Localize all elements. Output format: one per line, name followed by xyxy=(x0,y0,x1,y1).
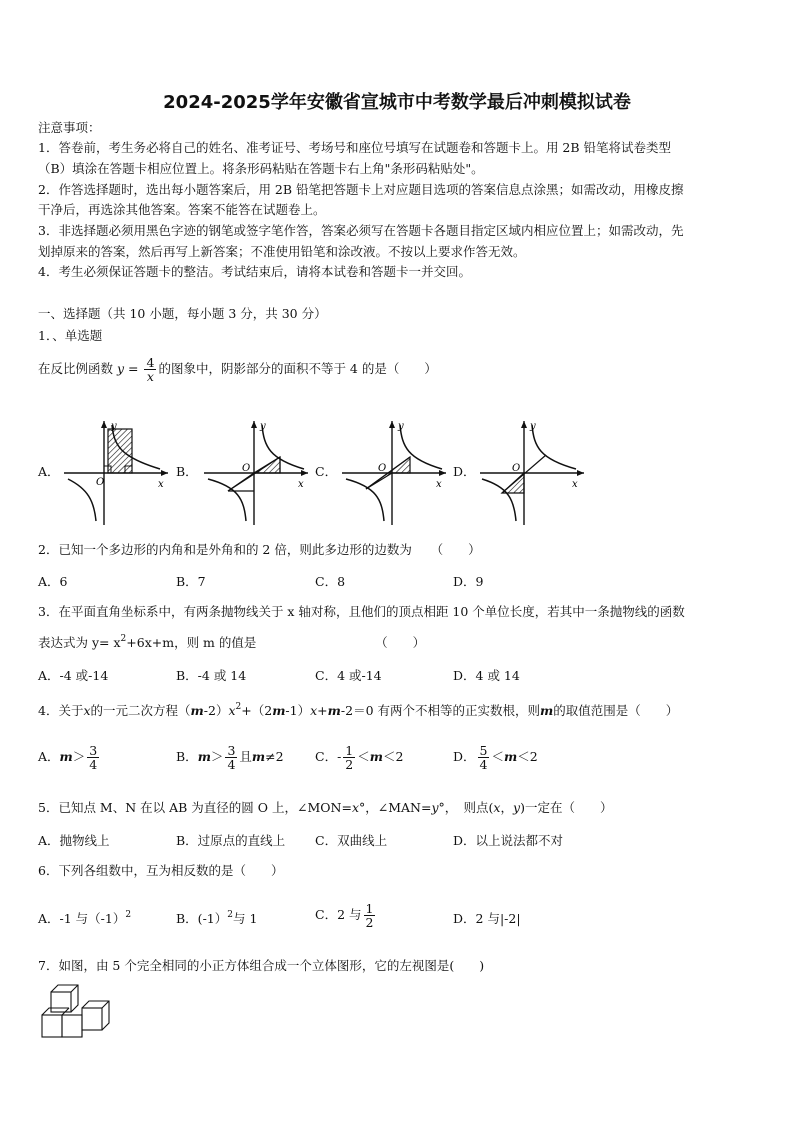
axis-y-label: y xyxy=(530,421,536,432)
q1-graph-b xyxy=(200,417,312,529)
q6-option-a: A．-1 与$(-1)^2$ xyxy=(38,910,132,926)
q7-cube-figure xyxy=(38,982,110,1044)
notice-line: 3．非选择题必须用黑色字迹的钢笔或签字笔作答，答案必须写在答题卡各题目指定区域内相应位置上；如需改动，先 xyxy=(38,223,684,238)
q4-option-d: D． $\frac{5}{4}$ ＜m＜2 xyxy=(453,743,538,772)
axis-y-label: y xyxy=(398,421,404,432)
notice-line: 4．考生必须保证答题卡的整洁。考试结束后，请将本试卷和答题卡一并交回。 xyxy=(38,264,471,279)
origin-label: O xyxy=(378,463,387,474)
q5-option-b: B．过原点的直线上 xyxy=(176,833,286,848)
q4-stem: 4．关于x的一元二次方程$(m-2)x^2+(2m-1)x+m-2=0$ 有两个不相等的正实数根，则m的取值范围是（ ） xyxy=(38,702,679,718)
q2-option-d: D．9 xyxy=(453,574,484,589)
q1-option-d-label: D． xyxy=(453,464,476,479)
notice-line: 划掉原来的答案，然后再写上新答案；不准使用铅笔和涂改液。不按以上要求作答无效。 xyxy=(38,244,526,259)
q2-option-b: B．7 xyxy=(176,574,206,589)
q6-stem: 6．下列各组数中，互为相反数的是（ ） xyxy=(38,863,284,878)
q5-stem: 5．已知点 M、N 在以 AB 为直径的圆 O 上，∠MON=x°，∠MAN=y°， 则点(x，y)一定在（ ） xyxy=(38,800,613,815)
q2-option-c: C．8 xyxy=(315,574,346,589)
q1-option-a-label: A． xyxy=(38,464,60,479)
axis-x-label: x xyxy=(436,479,442,490)
q1-type-label: 1．、单选题 xyxy=(38,328,103,343)
q4-option-a: A．m＞ $\frac{3}{4}$ xyxy=(38,743,98,772)
notice-line: 干净后，再选涂其他答案。答案不能答在试题卷上。 xyxy=(38,202,326,217)
q3-stem-line2: 表达式为 $y= x^2+6x+m$，则 m 的值是 （ ） xyxy=(38,634,426,650)
q3-option-b: B．-4 或 14 xyxy=(176,668,247,683)
q3-option-d: D．4 或 14 xyxy=(453,668,520,683)
q1-stem: 在反比例函数 y = $\frac{4}{x}$ 的图象中，阴影部分的面积不等于 4 的是（ ） xyxy=(38,355,437,384)
q5-option-d: D．以上说法都不对 xyxy=(453,833,564,848)
q1-graph-c xyxy=(338,417,450,529)
page-title: 2024-2025学年安徽省宣城市中考数学最后冲刺模拟试卷 xyxy=(163,92,631,113)
q6-option-d: D．2 与|-2| xyxy=(453,911,521,926)
axis-y-label: y xyxy=(260,421,266,432)
origin-label: O xyxy=(512,463,521,474)
axis-x-label: x xyxy=(572,479,578,490)
q7-stem: 7．如图，由 5 个完全相同的小正方体组合成一个立体图形，它的左视图是( ) xyxy=(38,958,485,973)
axis-y-label: y xyxy=(111,421,117,432)
section-heading: 一、选择题（共 10 小题，每小题 3 分，共 30 分） xyxy=(38,306,327,321)
q1-graph-a xyxy=(60,417,172,529)
q5-option-c: C．双曲线上 xyxy=(315,833,388,848)
notice-line: 2．作答选择题时，选出每小题答案后，用 2B 铅笔把答题卡上对应题目选项的答案信息点涂黑；如需改动，用橡皮擦 xyxy=(38,182,684,197)
q6-option-c: C．2 与 $\frac{1}{2}$ xyxy=(315,901,374,930)
q3-option-c: C．4 或-14 xyxy=(315,668,382,683)
q4-option-c: C．- $\frac{1}{2}$ ＜m＜2 xyxy=(315,743,404,772)
notice-heading: 注意事项： xyxy=(38,120,101,135)
q6-option-b: B．(-1）$^2$与 1 xyxy=(176,910,258,926)
origin-label: O xyxy=(242,463,251,474)
q4-option-b: B．m＞ $\frac{3}{4}$ 且m≠2 xyxy=(176,743,284,772)
q5-option-a: A．抛物线上 xyxy=(38,833,110,848)
q2-stem: 2．已知一个多边形的内角和是外角和的 2 倍，则此多边形的边数为 （ ） xyxy=(38,542,481,557)
notice-line: （B）填涂在答题卡相应位置上。将条形码粘贴在答题卡右上角"条形码粘贴处"。 xyxy=(38,161,484,176)
q3-option-a: A．-4 或-14 xyxy=(38,668,109,683)
axis-x-label: x xyxy=(158,479,164,490)
axis-x-label: x xyxy=(298,479,304,490)
q3-stem-line1: 3．在平面直角坐标系中，有两条抛物线关于 x 轴对称，且他们的顶点相距 10 个单位长度，若其中一条抛物线的函数 xyxy=(38,604,685,619)
q1-option-c-label: C． xyxy=(315,464,338,479)
q1-graph-d xyxy=(476,417,588,529)
q1-option-b-label: B． xyxy=(176,464,198,479)
notice-line: 1．答卷前，考生务必将自己的姓名、准考证号、考场号和座位号填写在试题卷和答题卡上。用 2B 铅笔将试卷类型 xyxy=(38,140,672,155)
origin-label: O xyxy=(96,477,105,488)
q1-fraction: $\frac{4}{x}$ xyxy=(146,355,155,384)
q2-option-a: A．6 xyxy=(38,574,68,589)
